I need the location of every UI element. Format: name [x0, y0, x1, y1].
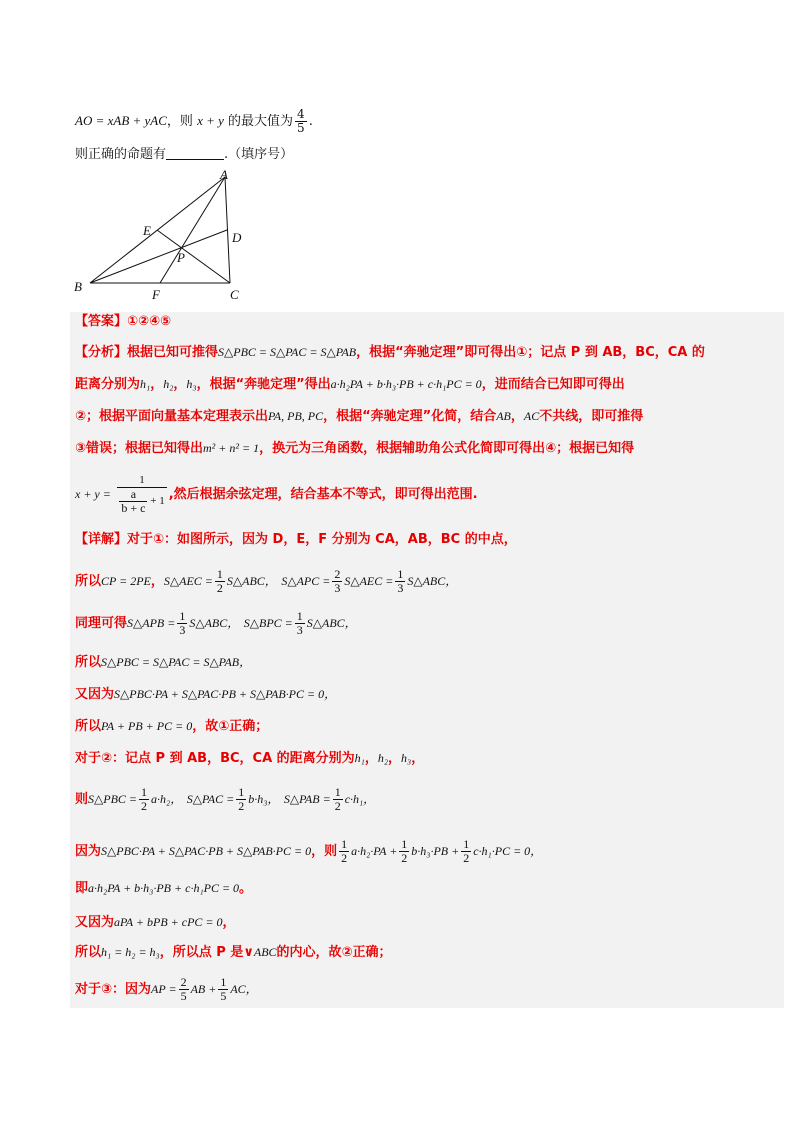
point-label-d: D — [232, 230, 242, 245]
point-label-e: E — [143, 223, 151, 238]
detail-line-2: 所以CP = 2PE，S△AEC = $\frac{1}{2}$ S△ABC， S△APC = $\frac{2}{3}$ S△AEC = $\frac{1}{3}$ S△ABC， — [75, 567, 458, 595]
detail-line-3: 同理可得S△APB = $\frac{1}{3}$ S△ABC， S△BPC = $\frac{1}{3}$ S△ABC， — [75, 609, 357, 637]
solution-panel — [70, 312, 784, 1008]
analysis-line-4: ③错误；根据已知得出m² + n² = 1，换元为三角函数，根据辅助角公式化简即可得出④；根据已知得 — [75, 441, 635, 456]
problem-line-2: 则正确的命题有 .（填序号） — [75, 147, 294, 162]
answer-value: ①②④⑤ — [127, 314, 172, 329]
detail-line-4: 所以S△PBC = S△PAC = S△PAB， — [75, 655, 252, 670]
point-labels — [74, 167, 242, 302]
detail-line-5: 又因为S△PBC·PA + S△PAC·PB + S△PAB·PC = 0， — [75, 687, 337, 702]
detail-line-1: 【详解】对于①：如图所示，因为 D，E，F 分别为 CA，AB，BC 的中点， — [75, 532, 517, 547]
fraction: 1 $\frac{a}{b + c}$ + 1 — [117, 474, 166, 515]
answer-blank — [166, 145, 224, 160]
point-label-b: B — [74, 279, 82, 294]
detail-line-6: 所以PA + PB + PC = 0，故①正确； — [75, 719, 269, 734]
analysis-line-5: x + y = 1 $\frac{a}{b + c}$ + 1 ,然后根据余弦定理，结合基本不等式，即可得出范围. — [75, 474, 478, 515]
segment-BD — [90, 230, 227, 283]
segment-AF — [160, 177, 225, 283]
detail-line-7: 对于②：记点 P 到 AB，BC，CA 的距离分别为h₁，h₂，h₃， — [75, 751, 425, 766]
point-label-c: C — [230, 287, 239, 302]
analysis-line-1: 【分析】根据已知可推得S△PBC = S△PAC = S△PAB，根据“奔驰定理”即可得出①；记点 P 到 AB，BC，CA 的 — [75, 345, 705, 360]
math-expression: AO = xAB + yAC — [75, 113, 167, 128]
point-label-f: F — [152, 287, 160, 302]
detail-line-10: 即a·h₂PA + b·h₃·PB + c·h₁PC = 0。 — [75, 881, 253, 896]
point-label-p: P — [177, 250, 185, 265]
detail-line-13: 对于③：因为AP = $\frac{2}{5}$ AB + $\frac{1}{5}$ AC， — [75, 975, 258, 1003]
segment-EC — [157, 230, 230, 283]
point-label-a: A — [220, 167, 228, 182]
triangle-diagram — [70, 165, 260, 305]
detail-line-12: 所以h₁ = h₂ = h₃，所以点 P 是∨ABC的内心，故②正确； — [75, 945, 392, 960]
analysis-line-3: ②；根据平面向量基本定理表示出PA, PB, PC，根据“奔驰定理”化简，结合AB，AC不共线，即可推得 — [75, 409, 644, 424]
detail-line-11: 又因为aPA + bPB + cPC = 0， — [75, 915, 236, 930]
detail-line-8: 则S△PBC = $\frac{1}{2}$ a·h₂， S△PAC = $\frac{1}{2}$ b·h₃， S△PAB = $\frac{1}{2}$ c·h₁， — [75, 785, 376, 813]
analysis-line-2: 距离分别为h₁，h₂，h₃，根据“奔驰定理”得出a·h₂PA + b·h₃·PB + c·h₁PC = 0，进而结合已知即可得出 — [75, 377, 625, 392]
triangle-figure — [70, 165, 260, 305]
problem-line-1: AO = xAB + yAC，则 x + y 的最大值为 $\frac{4}{5}$ . — [75, 107, 313, 135]
detail-line-9: 因为S△PBC·PA + S△PAC·PB + S△PAB·PC = 0，则 $\frac{1}{2}$ a·h₂·PA + $\frac{1}{2}$ b·h₃·PB + $\frac{1}{2}$ c·h₁·PC = 0， — [75, 837, 543, 865]
answer-line: 【答案】①②④⑤ — [75, 314, 172, 329]
fraction: $\frac{4}{5}$ — [297, 107, 305, 135]
